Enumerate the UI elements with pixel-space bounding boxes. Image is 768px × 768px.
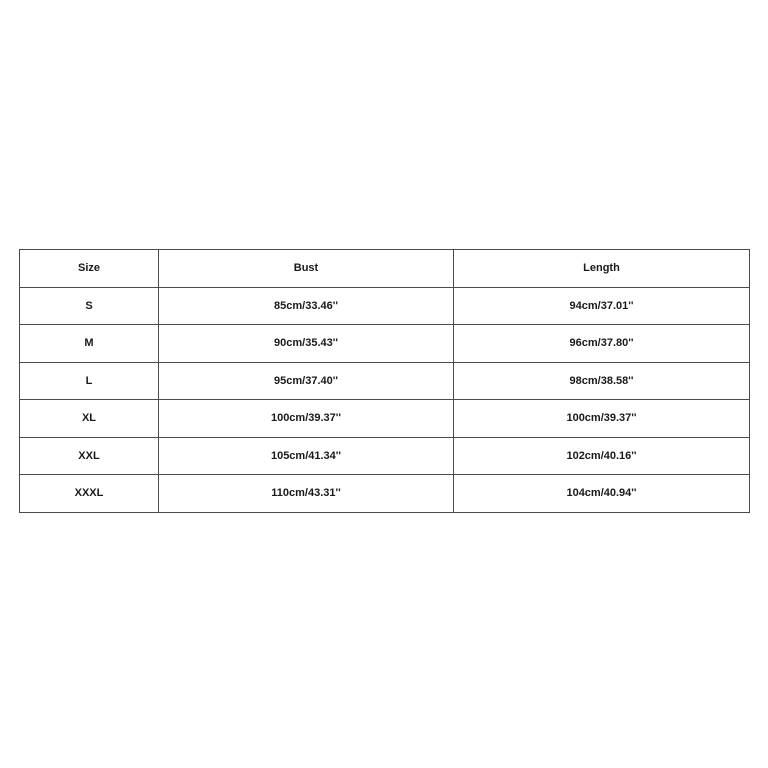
table-row	[20, 362, 750, 400]
header-length: Length	[454, 250, 750, 288]
cell-size: S	[20, 287, 159, 325]
cell-size: L	[20, 362, 159, 400]
table-row	[20, 475, 750, 513]
size-chart	[19, 249, 749, 513]
cell-length: 96cm/37.80''	[454, 325, 750, 363]
table-body	[20, 287, 750, 512]
cell-length: 104cm/40.94''	[454, 475, 750, 513]
cell-size: XL	[20, 400, 159, 438]
cell-bust: 100cm/39.37''	[159, 400, 454, 438]
cell-size: XXL	[20, 437, 159, 475]
cell-size: M	[20, 325, 159, 363]
size-table	[19, 249, 750, 513]
header-size: Size	[20, 250, 159, 288]
header-row	[20, 250, 750, 288]
cell-bust: 110cm/43.31''	[159, 475, 454, 513]
table-row	[20, 400, 750, 438]
cell-bust: 95cm/37.40''	[159, 362, 454, 400]
cell-bust: 90cm/35.43''	[159, 325, 454, 363]
header-bust: Bust	[159, 250, 454, 288]
table-row	[20, 325, 750, 363]
cell-length: 100cm/39.37''	[454, 400, 750, 438]
table-row	[20, 437, 750, 475]
table-row	[20, 287, 750, 325]
cell-length: 98cm/38.58''	[454, 362, 750, 400]
cell-length: 94cm/37.01''	[454, 287, 750, 325]
table-header	[20, 250, 750, 288]
cell-bust: 85cm/33.46''	[159, 287, 454, 325]
cell-bust: 105cm/41.34''	[159, 437, 454, 475]
cell-length: 102cm/40.16''	[454, 437, 750, 475]
cell-size: XXXL	[20, 475, 159, 513]
